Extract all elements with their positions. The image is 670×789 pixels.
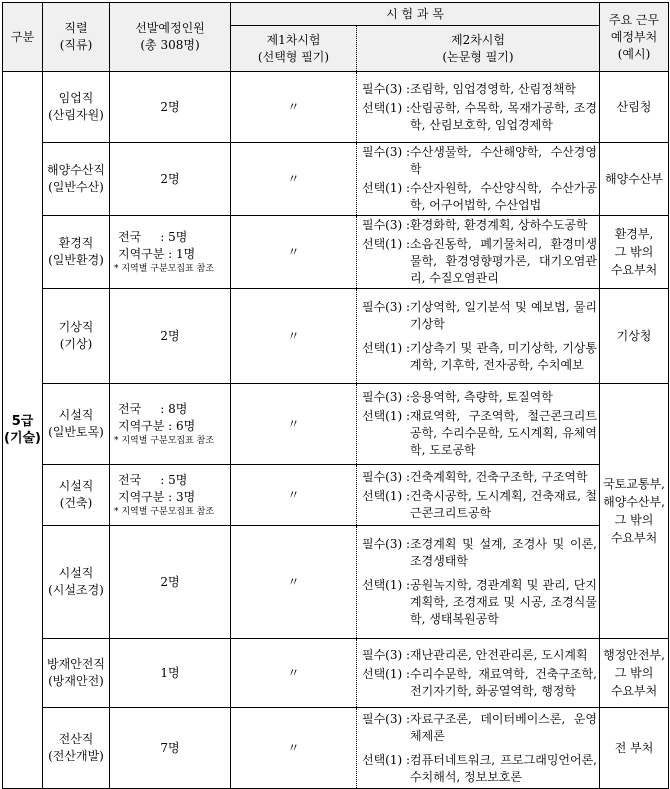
series-name: 시설직 <box>58 479 94 493</box>
header-exam1-line2: (선택형 필기) <box>257 49 330 64</box>
exam1-cell: 〃 <box>231 708 357 789</box>
required-key: 필수(3) : <box>362 469 411 484</box>
series-cell <box>43 216 110 289</box>
optional-value: 기상측기 및 관측, 미기상학, 기상통계학, 기후학, 전자공학, 수치예보 <box>410 340 597 372</box>
quota-regional: 지역구분 : 3명 <box>118 490 196 504</box>
header-exam-title: 시 험 과 목 <box>231 3 600 26</box>
quota-note: * 지역별 구분모집표 참조 <box>114 264 215 274</box>
grade-cell <box>3 72 43 789</box>
header-quota-line1: 선발예정인원 <box>135 21 205 35</box>
series-sub: (기상) <box>59 337 93 351</box>
header-dept-line1: 주요 근무 <box>608 12 660 27</box>
required-value: 재난관리론, 안전관리론, 도시계획 <box>410 647 588 662</box>
exam1-cell: 〃 <box>231 143 357 216</box>
series-name: 환경직 <box>58 236 94 250</box>
optional-value: 소음진동학, 폐기물처리, 환경미생물학, 환경영향평가론, 대기오염관리, 수질오염관리 <box>410 237 597 285</box>
required-value: 건축계획학, 건축구조학, 구조역학 <box>410 469 588 484</box>
required-line <box>357 298 599 334</box>
quota-regional: 지역구분 : 6명 <box>118 419 196 433</box>
optional-line <box>357 99 599 135</box>
required-value: 조림학, 임업경영학, 산림정책학 <box>410 81 577 96</box>
optional-line <box>357 746 599 787</box>
required-value: 환경화학, 환경계획, 상하수도공학 <box>410 218 588 232</box>
series-cell <box>43 143 110 216</box>
dept-line4: 수요부처 <box>610 531 658 545</box>
exam2-cell <box>357 708 600 789</box>
quota-national: 전국 : 8명 <box>118 402 188 416</box>
dept-line1: 환경부, <box>614 227 654 241</box>
required-line <box>357 535 599 571</box>
exam-subjects-table <box>2 2 669 789</box>
exam2-cell <box>357 72 600 143</box>
required-key: 필수(3) : <box>362 537 411 551</box>
series-cell <box>43 289 110 384</box>
optional-value: 컴퓨터네트워크, 프로그래밍언어론, 수치해석, 정보보호론 <box>410 752 597 784</box>
dept-line3: 그 밖의 <box>614 513 654 527</box>
series-cell <box>43 72 110 143</box>
dept-line1: 국토교통부, <box>603 477 665 491</box>
exam2-cell <box>357 289 600 384</box>
header-series-line1: 직렬 <box>64 21 88 35</box>
series-sub: (일반수산) <box>48 180 104 194</box>
series-sub: (방재안전) <box>48 674 104 688</box>
series-name: 기상직 <box>58 320 94 334</box>
exam1-cell: 〃 <box>231 526 357 639</box>
table-row <box>3 526 669 639</box>
quota-cell <box>110 465 231 526</box>
quota-regional: 지역구분 : 1명 <box>118 247 196 261</box>
optional-key: 선택(1) : <box>362 578 411 592</box>
quota-cell: 2명 <box>110 72 231 143</box>
exam1-cell: 〃 <box>231 465 357 526</box>
dept-line3: 수요부처 <box>610 263 658 277</box>
exam2-cell <box>357 384 600 465</box>
required-key: 필수(3) : <box>362 647 411 662</box>
exam2-cell <box>357 465 600 526</box>
dept-cell: 전 부처 <box>600 708 669 789</box>
optional-value: 건축시공학, 도시계획, 건축재료, 철근콘크리트공학 <box>410 488 597 520</box>
series-cell <box>43 465 110 526</box>
optional-line <box>357 179 599 215</box>
table-row <box>3 639 669 708</box>
required-key: 필수(3) : <box>362 218 411 232</box>
table-row <box>3 143 669 216</box>
header-exam2-line2: (논문형 필기) <box>442 49 514 64</box>
quota-note: * 지역별 구분모집표 참조 <box>114 507 215 517</box>
dept-line2: 그 밖의 <box>614 245 654 259</box>
required-value: 자료구조론, 데이터베이스론, 운영체제론 <box>410 711 597 743</box>
optional-line <box>357 571 599 629</box>
series-sub: (건축) <box>59 496 93 510</box>
dept-cell: 해양수산부 <box>600 143 669 216</box>
exam1-cell: 〃 <box>231 639 357 708</box>
exam2-cell <box>357 143 600 216</box>
required-key: 필수(3) : <box>362 299 411 314</box>
required-line <box>357 468 599 487</box>
optional-line <box>357 665 599 701</box>
quota-cell: 2명 <box>110 526 231 639</box>
required-value: 기상역학, 일기분석 및 예보법, 물리기상학 <box>410 299 597 331</box>
header-quota <box>110 3 231 72</box>
header-quota-line2: (총 308명) <box>140 38 200 52</box>
quota-cell: 1명 <box>110 639 231 708</box>
quota-national: 전국 : 5명 <box>118 473 188 487</box>
table-row <box>3 216 669 289</box>
table-row <box>3 465 669 526</box>
optional-key: 선택(1) : <box>362 666 411 681</box>
header-series-line2: (직류) <box>59 38 93 52</box>
series-name: 해양수산직 <box>47 163 105 177</box>
grade-line1: 5급 <box>11 414 34 429</box>
series-sub: (일반토목) <box>48 425 104 439</box>
dept-line2: 해양수산부, <box>603 495 665 509</box>
series-cell <box>43 384 110 465</box>
header-row-1 <box>3 3 669 26</box>
quota-cell: 2명 <box>110 289 231 384</box>
required-key: 필수(3) : <box>362 145 411 159</box>
series-cell <box>43 639 110 708</box>
dept-cell <box>600 216 669 289</box>
dept-cell: 산림청 <box>600 72 669 143</box>
quota-cell: 2명 <box>110 143 231 216</box>
required-line <box>357 646 599 665</box>
quota-cell <box>110 384 231 465</box>
optional-key: 선택(1) : <box>362 340 411 355</box>
header-dept-line2: 예정부처 <box>610 29 658 44</box>
exam1-cell: 〃 <box>231 289 357 384</box>
optional-key: 선택(1) : <box>362 409 411 423</box>
header-gubun: 구분 <box>3 3 43 72</box>
series-sub: (시설조경) <box>48 583 104 597</box>
optional-value: 수산자원학, 수산양식학, 수산가공학, 어구어법학, 수산업법 <box>410 181 597 212</box>
dept-line1: 행정안전부, <box>603 648 665 662</box>
quota-cell: 7명 <box>110 708 231 789</box>
series-name: 방재안전직 <box>47 657 105 671</box>
optional-line <box>357 487 599 523</box>
required-line <box>357 80 599 99</box>
required-line <box>357 216 599 235</box>
exam2-cell <box>357 526 600 639</box>
dept-cell <box>600 639 669 708</box>
required-value: 조경계획 및 설계, 조경사 및 이론, 조경생태학 <box>410 537 597 568</box>
quota-national: 전국 : 5명 <box>118 230 188 244</box>
dept-line3: 수요부처 <box>610 684 658 698</box>
optional-line <box>357 334 599 375</box>
header-dept <box>600 3 669 72</box>
dept-line2: 그 밖의 <box>614 666 654 680</box>
required-key: 필수(3) : <box>362 711 411 726</box>
optional-line <box>357 407 599 460</box>
table-row <box>3 384 669 465</box>
series-sub: (전산개발) <box>48 749 104 763</box>
optional-value: 재료역학, 구조역학, 철근콘크리트공학, 수리수문학, 도시계획, 유체역학, 도로공학 <box>410 409 597 457</box>
optional-key: 선택(1) : <box>362 488 411 503</box>
series-sub: (산림자원) <box>48 108 104 122</box>
required-key: 필수(3) : <box>362 81 411 96</box>
dept-cell: 기상청 <box>600 289 669 384</box>
dept-cell-shared <box>600 384 669 639</box>
quota-cell <box>110 216 231 289</box>
exam1-cell: 〃 <box>231 72 357 143</box>
optional-line <box>357 235 599 288</box>
optional-key: 선택(1) : <box>362 237 411 251</box>
optional-value: 수리수문학, 재료역학, 건축구조학, 전기자기학, 화공열역학, 행정학 <box>410 666 597 698</box>
series-sub: (일반환경) <box>48 253 104 267</box>
series-name: 시설직 <box>58 566 94 580</box>
series-name: 임업직 <box>58 91 94 105</box>
table-row <box>3 289 669 384</box>
table-row <box>3 72 669 143</box>
header-series <box>43 3 110 72</box>
exam2-cell <box>357 216 600 289</box>
required-line <box>357 710 599 746</box>
header-dept-line3: (예시) <box>617 46 651 61</box>
series-name: 시설직 <box>58 408 94 422</box>
grade-line2: (기술) <box>4 431 41 446</box>
header-exam1 <box>231 26 357 72</box>
series-name: 전산직 <box>58 732 94 746</box>
header-exam2 <box>357 26 600 72</box>
optional-key: 선택(1) : <box>362 100 411 115</box>
exam2-cell <box>357 639 600 708</box>
required-key: 필수(3) : <box>362 390 411 404</box>
optional-key: 선택(1) : <box>362 752 411 767</box>
header-exam2-line1: 제2차시험 <box>450 32 505 47</box>
exam1-cell: 〃 <box>231 384 357 465</box>
series-cell <box>43 708 110 789</box>
table-row <box>3 708 669 789</box>
required-line <box>357 388 599 407</box>
optional-key: 선택(1) : <box>362 181 411 195</box>
series-cell <box>43 526 110 639</box>
required-value: 응용역학, 측량학, 토질역학 <box>410 390 553 404</box>
required-value: 수산생물학, 수산해양학, 수산경영학 <box>410 145 597 176</box>
required-line <box>357 143 599 179</box>
optional-value: 공원녹지학, 경관계획 및 관리, 단지계획학, 조경재료 및 시공, 조경식물학, 생태복원공학 <box>410 578 597 626</box>
optional-value: 산림공학, 수목학, 목재가공학, 조경학, 산림보호학, 임업경제학 <box>410 100 597 132</box>
exam1-cell: 〃 <box>231 216 357 289</box>
quota-note: * 지역별 구분모집표 참조 <box>114 436 215 446</box>
header-exam1-line1: 제1차시험 <box>266 32 321 47</box>
